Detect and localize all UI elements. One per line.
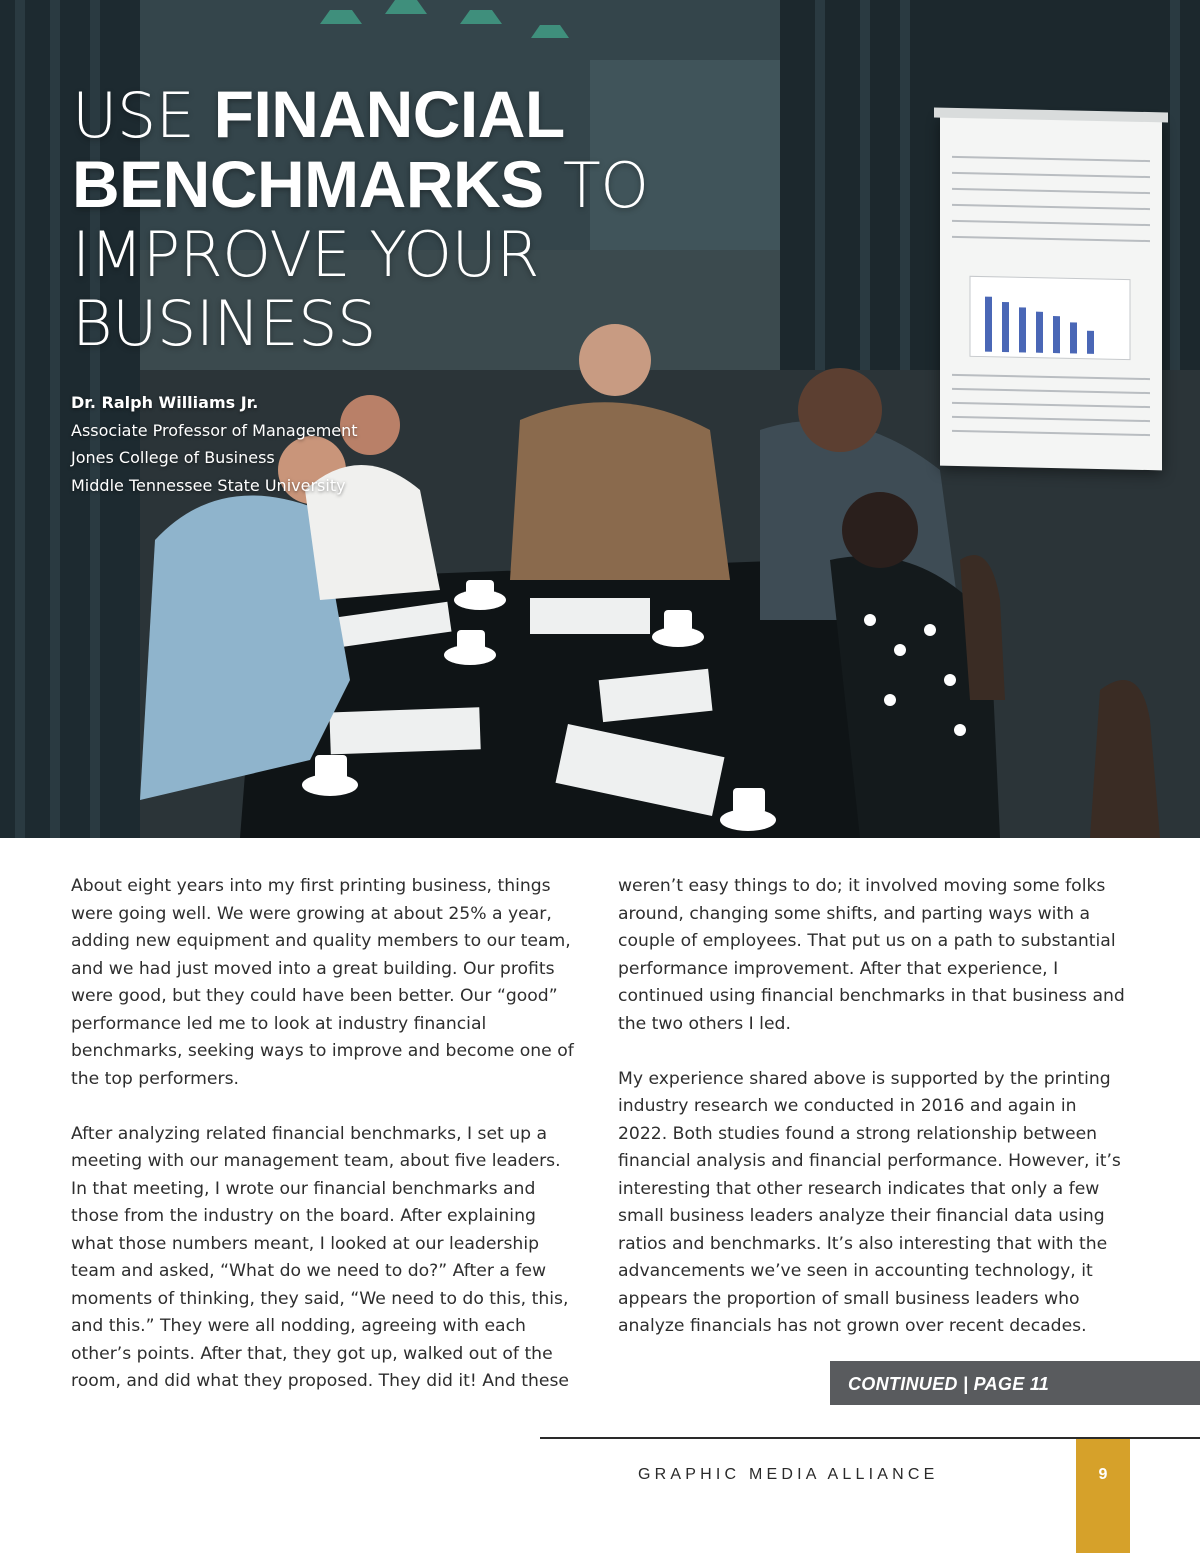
headline-part: TO (543, 149, 649, 222)
article-column-right (618, 873, 1128, 1368)
headline-part: IMPROVE YOUR (72, 218, 539, 291)
author-name: Dr. Ralph Williams Jr. (71, 393, 259, 412)
flipchart-board (940, 116, 1162, 471)
article-paragraph: About eight years into my first printing business, things were going well. We were growing at about 25% a year, adding new equipment and quality members to our team, and we had just moved into a great building. Our profits were good, but they could have been better. Our “good” performance led me to look at industry financial benchmarks, seeking ways to improve and become one of the top performers. (71, 876, 574, 1089)
flipchart-bar-chart (940, 116, 1162, 471)
author-college: Jones College of Business (71, 448, 275, 467)
article-paragraph: After analyzing related financial benchmarks, I set up a meeting with our management team, about five leaders. In that meeting, I wrote our financial benchmarks and those from the industry on the board. After explaining what those numbers meant, I looked at our leadership team and asked, “What do we need to do?” After a few moments of thinking, they said, “We need to do this, this, and this.” They were all nodding, agreeing with each other’s points. After that, they got up, walked out of the room, and did what they proposed. They did it! And these (71, 1123, 569, 1391)
article-column-left (71, 873, 581, 1423)
author-university: Middle Tennessee State University (71, 475, 346, 495)
page-number: 9 (1098, 1466, 1108, 1483)
article-headline (72, 77, 649, 360)
headline-part: BUSINESS (72, 287, 376, 360)
page-number-tab (1076, 1439, 1130, 1553)
headline-emphasis: BENCHMARKS (72, 147, 544, 221)
author-title: Associate Professor of Management (71, 420, 358, 440)
article-paragraph: My experience shared above is supported by the printing industry research we conducted in 2016 and again in 2022. Both studies found a strong relationship between financial analysis and financial performance. However, it’s interesting that other research indicates that only a few small business leaders analyze their financial data using ratios and benchmarks. It’s also interesting that with the advancements we’ve seen in accounting technology, it appears the proportion of small business leaders who analyze financials has not grown over recent decades. (618, 1068, 1121, 1336)
headline-part: USE (72, 79, 214, 152)
continued-banner[interactable]: CONTINUED | PAGE 11 (830, 1361, 1200, 1405)
publication-name: GRAPHIC MEDIA ALLIANCE (638, 1466, 939, 1483)
article-paragraph: weren’t easy things to do; it involved moving some folks around, changing some shifts, and parting ways with a couple of employees. That put us on a path to substantial performance improvement. After that experience, I continued using financial benchmarks in that business and the two others I led. (618, 876, 1125, 1034)
headline-emphasis: FINANCIAL (213, 77, 565, 151)
author-byline (71, 389, 358, 499)
